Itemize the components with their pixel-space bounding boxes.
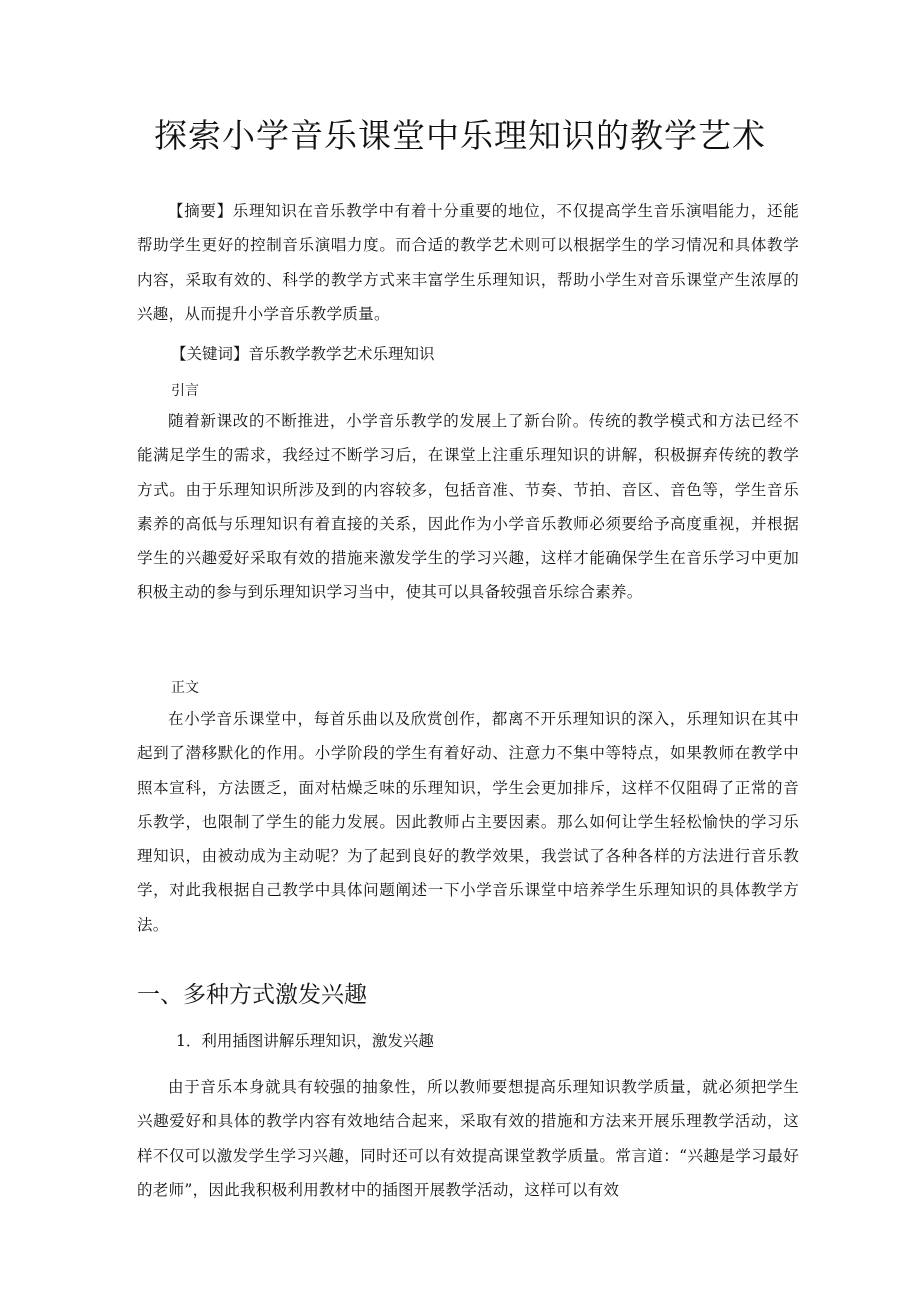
- document-title: 探索小学音乐课堂中乐理知识的教学艺术: [154, 116, 766, 155]
- section-heading-1: 一、多种方式激发兴趣: [137, 982, 367, 1008]
- section-1-subheading: 1．利用插图讲解乐理知识，激发兴趣: [176, 1032, 434, 1050]
- body-paragraph: 在小学音乐课堂中，每首乐曲以及欣赏创作，都离不开乐理知识的深入，乐理知识在其中起到了潜移默化的作用。小学阶段的学生有着好动、注意力不集中等特点，如果教师在教学中照本宣科，方法匮乏，面对枯燥乏味的乐理知识，学生会更加排斥，这样不仅阻碍了正常的音乐教学，也限制了学生的能力发展。因此教师占主要因素。那么如何让学生轻松愉快的学习乐理知识，由被动成为主动呢？为了起到良好的教学效果，我尝试了各种各样的方法进行音乐教学，对此我根据自己教学中具体问题阐述一下小学音乐课堂中培养学生乐理知识的具体教学方法。: [137, 710, 799, 934]
- body-heading: 正文: [171, 680, 199, 696]
- keywords-line: 【关键词】音乐教学教学艺术乐理知识: [171, 345, 435, 363]
- intro-paragraph: 随着新课改的不断推进，小学音乐教学的发展上了新台阶。传统的教学模式和方法已经不能满足学生的需求，我经过不断学习后，在课堂上注重乐理知识的讲解，积极摒弃传统的教学方式。由于乐理知识所涉及到的内容较多，包括音准、节奏、节拍、音区、音色等，学生音乐素养的高低与乐理知识有着直接的关系，因此作为小学音乐教师必须要给予高度重视，并根据学生的兴趣爱好采取有效的措施来激发学生的学习兴趣，这样才能确保学生在音乐学习中更加积极主动的参与到乐理知识学习当中，使其可以具备较强音乐综合素养。: [137, 412, 799, 602]
- abstract-paragraph: 【摘要】乐理知识在音乐教学中有着十分重要的地位，不仅提高学生音乐演唱能力，还能帮助学生更好的控制音乐演唱力度。而合适的教学艺术则可以根据学生的学习情况和具体教学内容，采取有效的、科学的教学方式来丰富学生乐理知识，帮助小学生对音乐课堂产生浓厚的兴趣，从而提升小学音乐教学质量。: [137, 202, 799, 323]
- section-1-paragraph: 由于音乐本身就具有较强的抽象性，所以教师要想提高乐理知识教学质量，就必须把学生兴趣爱好和具体的教学内容有效地结合起来，采取有效的措施和方法来开展乐理教学活动，这样不仅可以激发学生学习兴趣，同时还可以有效提高课堂教学质量。常言道：“兴趣是学习最好的老师”，因此我积极利用教材中的插图开展教学活动，这样可以有效: [137, 1078, 799, 1199]
- intro-heading: 引言: [171, 383, 199, 399]
